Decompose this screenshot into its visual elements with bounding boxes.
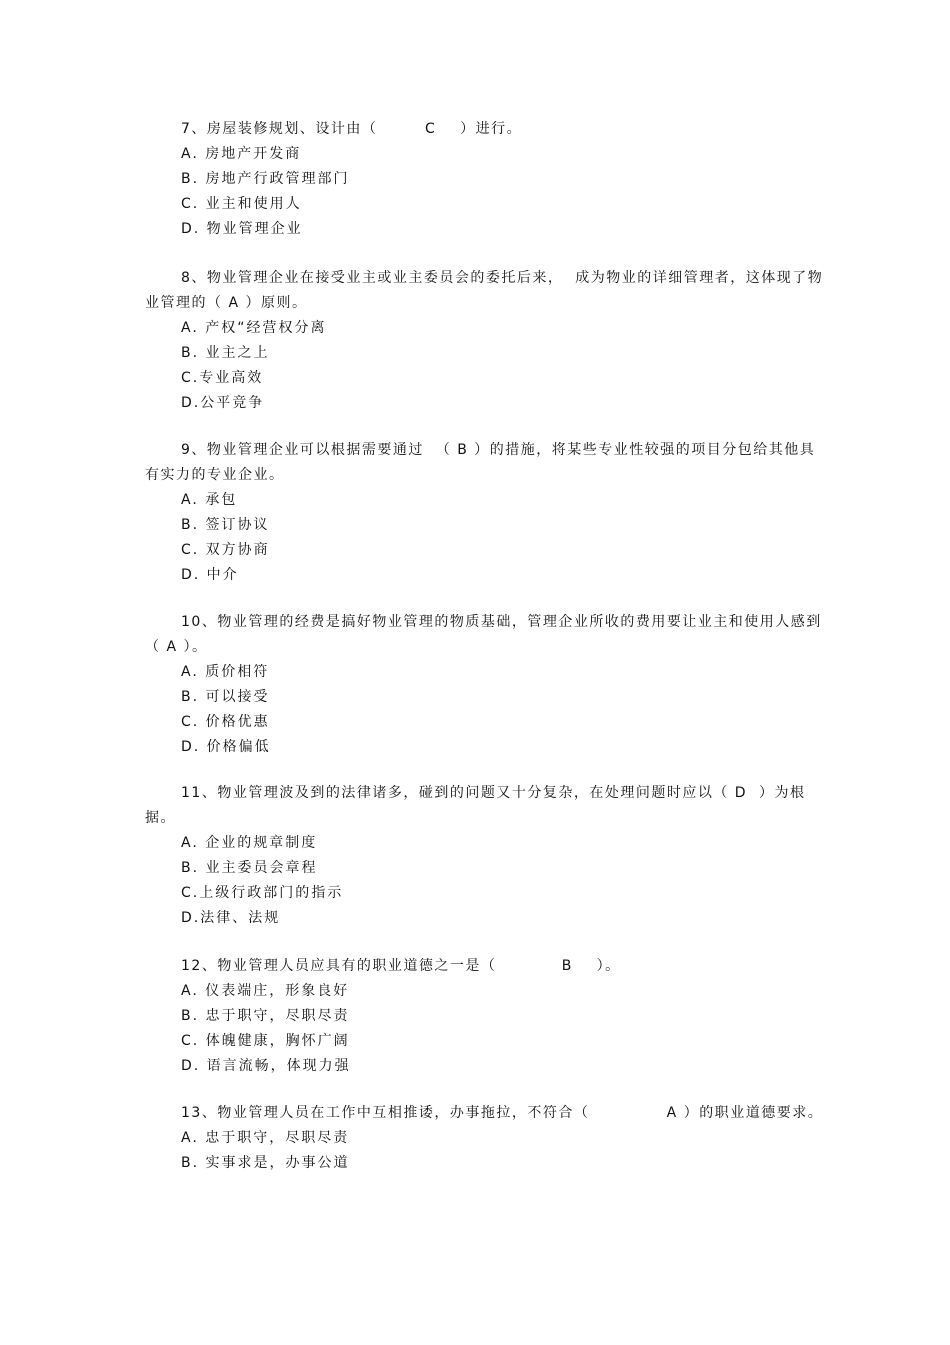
question-7 <box>145 117 825 242</box>
option-a: A. 承包 <box>181 492 238 508</box>
option-list <box>145 142 825 242</box>
option-b: B. 忠于职守，尽职尽责 <box>181 1008 350 1024</box>
option-list <box>145 660 825 760</box>
option-b: B. 业主之上 <box>181 345 270 361</box>
option-list <box>145 831 825 931</box>
option-c: C.上级行政部门的指示 <box>181 885 344 901</box>
question-stem: 12、物业管理人员应具有的职业道德之一是（ B ）。 <box>181 958 621 974</box>
question-stem: 11、物业管理波及到的法律诸多，碰到的问题又十分复杂，在处理问题时应以（ D ）为根据。 <box>145 785 806 826</box>
option-a: A. 产权“经营权分离 <box>181 320 327 336</box>
option-a: A. 仪表端庄，形象良好 <box>181 983 350 999</box>
option-list <box>145 316 825 416</box>
option-d: D. 语言流畅，体现力强 <box>181 1058 351 1074</box>
option-d: D.公平竞争 <box>181 395 265 411</box>
option-c: C. 业主和使用人 <box>181 196 302 212</box>
option-a: A. 质价相符 <box>181 664 270 680</box>
option-b: B. 可以接受 <box>181 689 270 705</box>
option-a: A. 忠于职守，尽职尽责 <box>181 1130 350 1146</box>
question-stem: 10、物业管理的经费是搞好物业管理的物质基础，管理企业所收的费用要让业主和使用人感到（ A ）。 <box>145 614 822 655</box>
question-12 <box>145 954 825 1079</box>
option-b: B. 签订协议 <box>181 517 270 533</box>
option-d: D. 物业管理企业 <box>181 221 303 237</box>
question-stem: 7、房屋装修规划、设计由（ C ）进行。 <box>181 121 523 137</box>
question-stem: 13、物业管理人员在工作中互相推诿，办事拖拉，不符合（ A ）的职业道德要求。 <box>181 1105 824 1121</box>
option-c: C. 体魄健康，胸怀广阔 <box>181 1033 350 1049</box>
option-c: C.专业高效 <box>181 370 264 386</box>
option-c: C. 双方协商 <box>181 542 270 558</box>
option-c: C. 价格优惠 <box>181 714 270 730</box>
question-9 <box>145 438 825 588</box>
option-a: A. 企业的规章制度 <box>181 835 318 851</box>
question-8 <box>145 266 825 416</box>
option-list <box>145 979 825 1079</box>
option-list <box>145 1126 825 1176</box>
question-stem: 9、物业管理企业可以根据需要通过 （ B ）的措施，将某些专业性较强的项目分包给其他具有实力的专业企业。 <box>145 442 816 483</box>
option-d: D.法律、法规 <box>181 910 281 926</box>
question-stem: 8、物业管理企业在接受业主或业主委员会的委托后来， 成为物业的详细管理者，这体现了物业管理的（ A ）原则。 <box>145 270 824 311</box>
question-13 <box>145 1101 825 1176</box>
option-b: B. 业主委员会章程 <box>181 860 318 876</box>
option-b: B. 房地产行政管理部门 <box>181 171 350 187</box>
option-d: D. 价格偏低 <box>181 739 271 755</box>
option-list <box>145 488 825 588</box>
option-a: A. 房地产开发商 <box>181 146 302 162</box>
option-b: B. 实事求是，办事公道 <box>181 1155 350 1171</box>
question-11 <box>145 781 825 931</box>
option-d: D. 中介 <box>181 567 239 583</box>
question-10 <box>145 610 825 760</box>
